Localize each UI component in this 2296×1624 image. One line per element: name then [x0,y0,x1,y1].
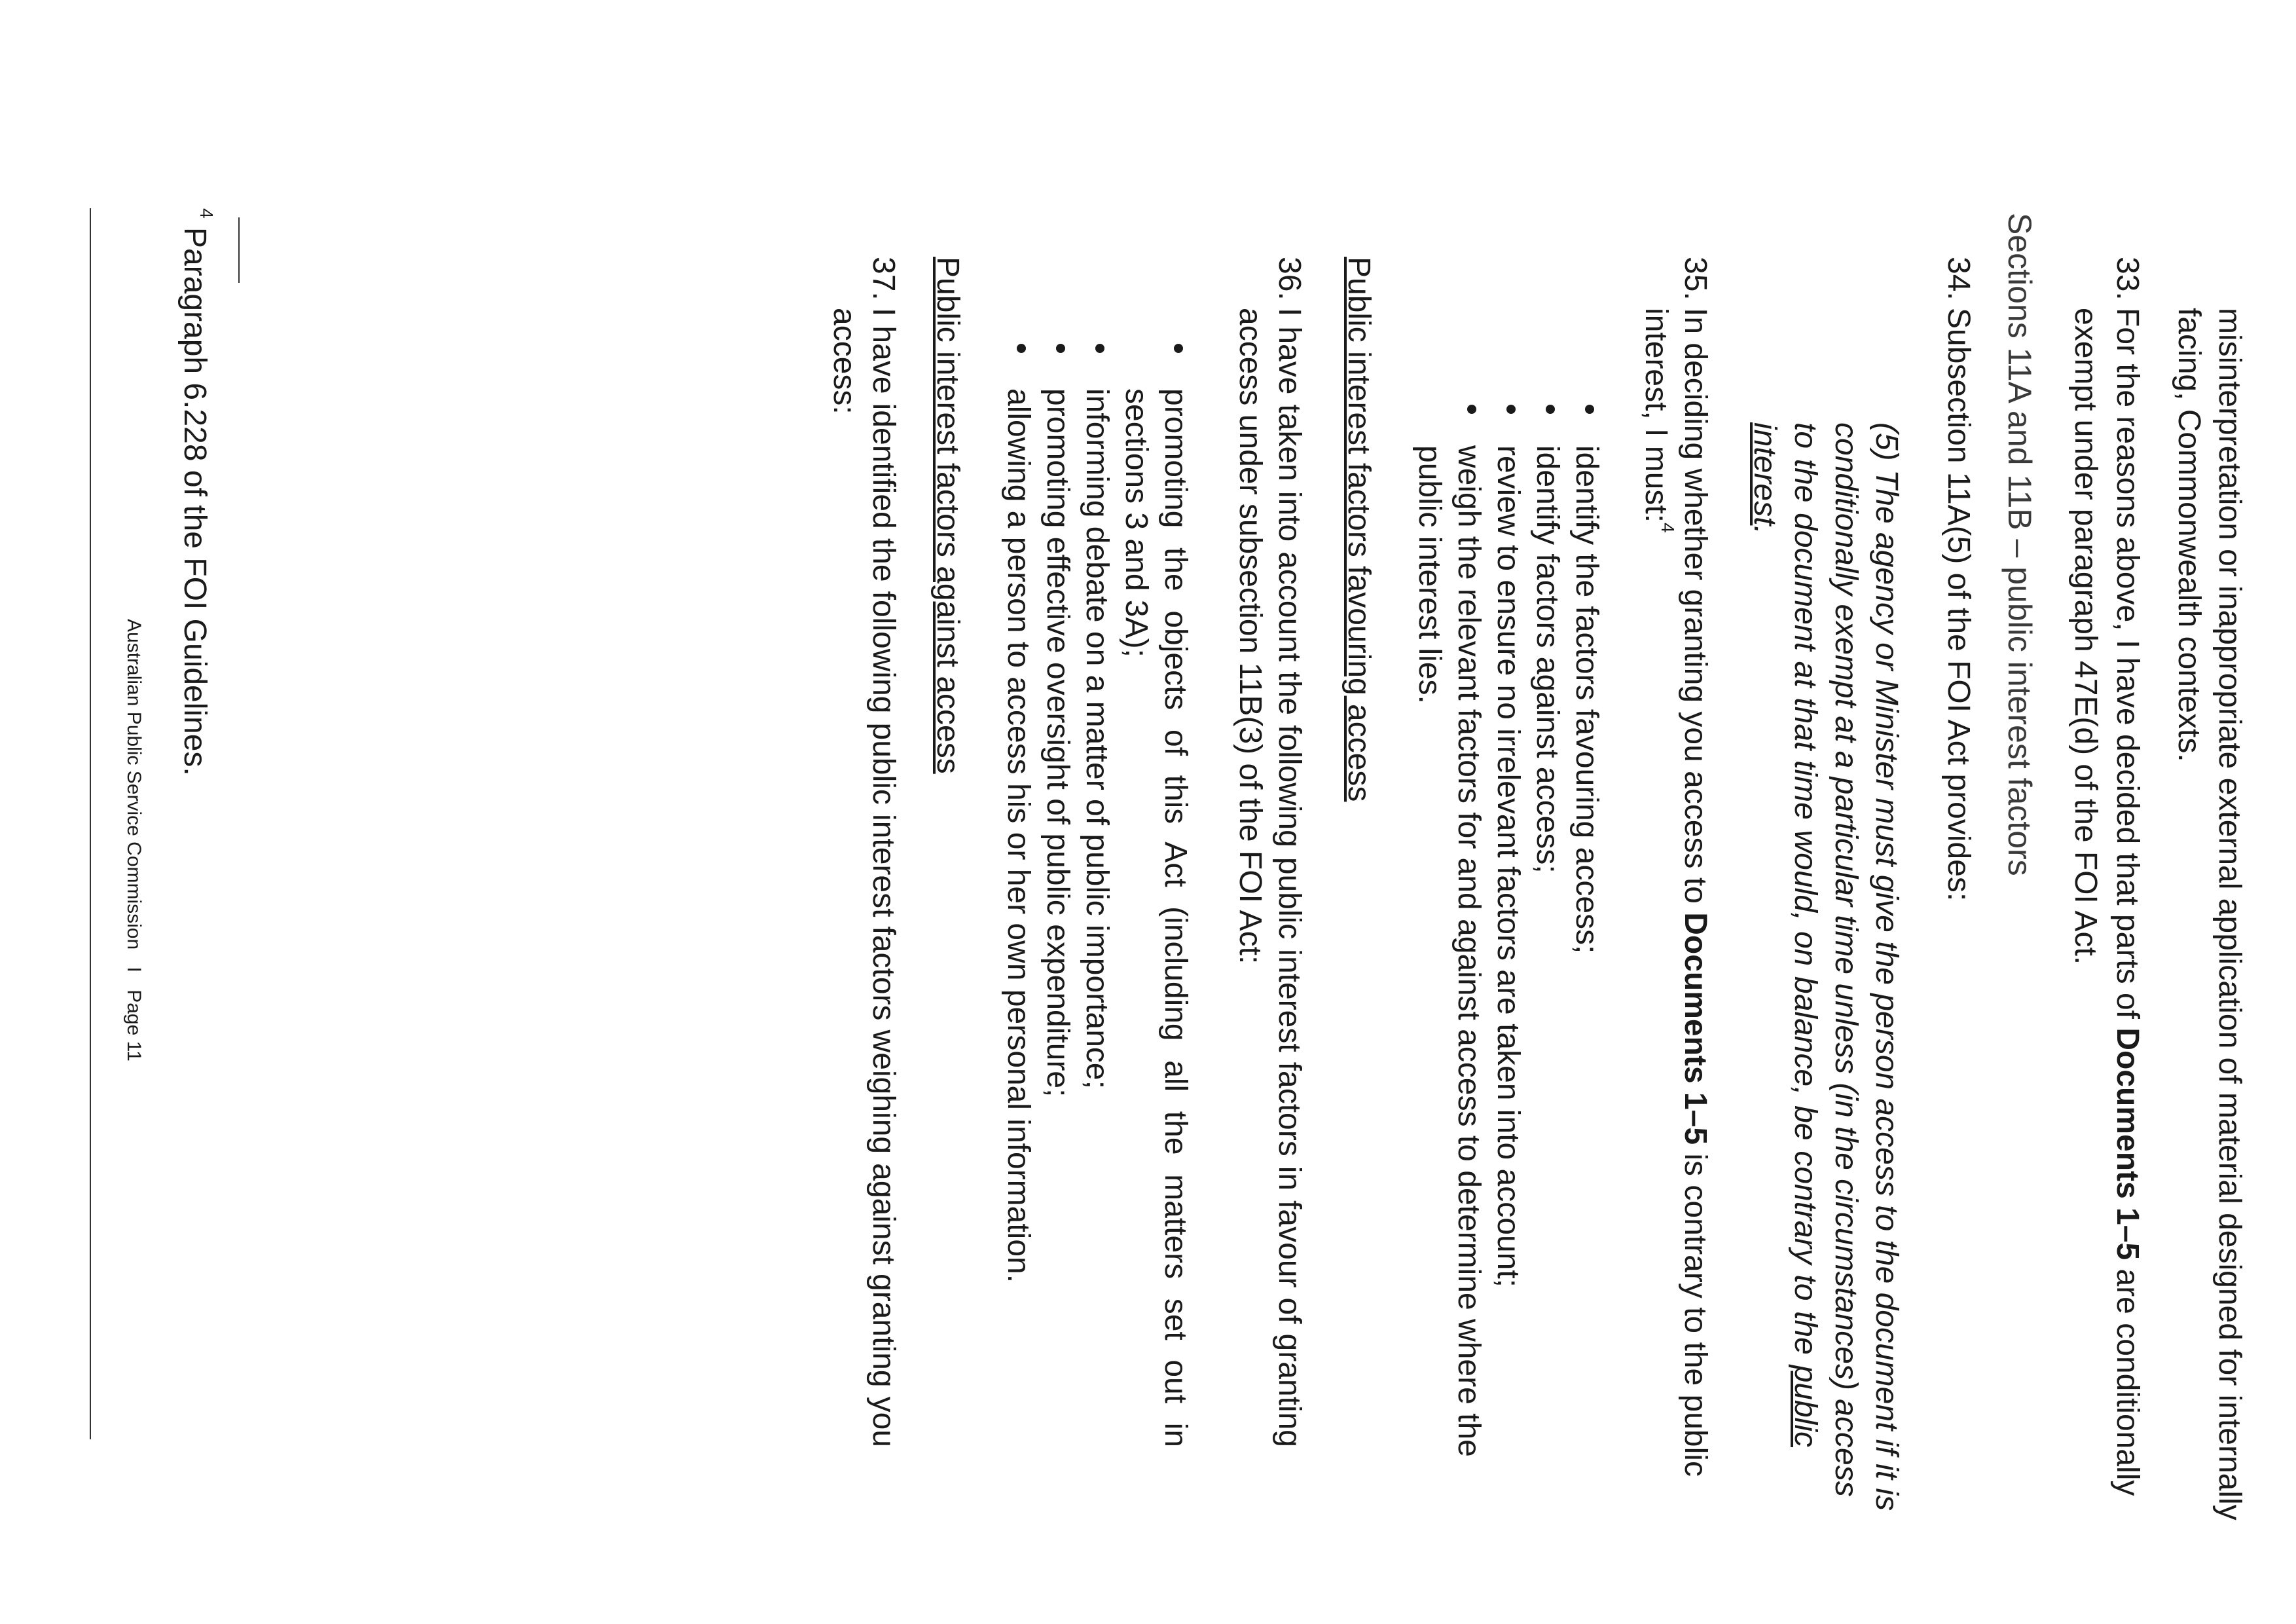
section-heading: Sections 11A and 11B – public interest factors [2001,213,2038,876]
continuation-line-2: facing, Commonwealth contexts. [2172,308,2206,762]
favouring-list-item-3: promoting effective oversight of public expenditure; [1040,388,1075,1098]
quote-line-2: conditionally exempt at a particular time unless (in the circumstances) access [1829,422,1863,1497]
subheading-favouring-access: Public interest factors favouring access [1341,257,1376,802]
quote-line-4-end: . [1747,525,1782,534]
footnote [173,208,215,776]
para-35-line-2 [1635,308,1677,533]
footnote-text: Paragraph 6.228 of the FOI Guidelines. [177,227,212,776]
para-33-line-1 [2106,308,2148,1496]
footnote-separator-short [238,217,240,283]
para-35-line-2-text: interest, I must: [1639,308,1673,523]
footnote-number: 4 [196,208,217,219]
favouring-list-item-4: allowing a person to access his or her own personal information. [1001,388,1036,1283]
must-list-item-3: review to ensure no irrelevant factors are taken into account; [1491,445,1525,1288]
para-number-34: 34. [1941,257,1976,301]
bullet-dot [1506,405,1516,414]
must-list-item-1: identify the factors favouring access; [1569,445,1604,954]
para-number-33: 33. [2110,257,2145,301]
subheading-against-access: Public interest factors against access [930,257,965,774]
para-33-line-2: exempt under paragraph 47E(d) of the FOI Act. [2068,308,2103,965]
favouring-list-item-1: promoting the objects of this Act (including all the matters set out in [1158,388,1193,1447]
favouring-list-item-2: informing debate on a matter of public importance; [1080,388,1114,1089]
must-list-item-2: identify factors against access; [1530,445,1565,874]
bullet-dot [1546,405,1555,414]
footnote-ref-4: 4 [1658,523,1678,533]
must-list-item-4: weigh the relevant factors for and against access to determine where the [1451,445,1486,1457]
para-35-text-pre: In deciding whether granting you access to [1678,308,1713,913]
page-footer [122,619,145,1061]
para-33-text-pre: For the reasons above, I have decided that parts of [2110,308,2145,1028]
para-37-line-2: access: [827,308,862,415]
para-35-text-bold: Documents 1–5 [1678,912,1713,1145]
para-36-line-2: access under subsection 11B(3) of the FOI Act: [1233,308,1267,965]
para-35-line-1 [1674,308,1716,1477]
para-36-line-1: I have taken into account the following public interest factors in favour of granting [1272,308,1307,1447]
para-34-text: Subsection 11A(5) of the FOI Act provides: [1941,308,1976,902]
bullet-dot [1017,344,1026,353]
para-33-text-post: are conditionally [2110,1260,2145,1496]
bullet-dot [1174,344,1183,353]
footer-page-number: Page 11 [123,989,145,1061]
quote-interest-underlined: interest [1747,422,1782,526]
quote-line-3 [1784,422,1826,1447]
footer-organisation: Australian Public Service Commission [123,619,145,950]
footer-separator: I [123,967,145,972]
quote-line-4 [1743,422,1785,534]
bullet-dot [1467,405,1476,414]
footer-rule [90,208,91,1439]
para-number-37: 37. [866,257,901,301]
quote-public-underlined: public [1788,1365,1823,1447]
bullet-dot [1095,344,1104,353]
para-number-36: 36. [1272,257,1307,301]
para-number-35: 35. [1678,257,1713,301]
bullet-dot [1056,344,1065,353]
must-list-item-4-cont: public interest lies. [1412,445,1447,704]
bullet-dot [1585,405,1594,414]
quote-line-1: (5) The agency or Minister must give the person access to the document if it is [1869,422,1904,1511]
para-33-text-bold: Documents 1–5 [2110,1027,2145,1261]
favouring-list-item-1-cont: sections 3 and 3A); [1119,388,1154,657]
para-37-line-1: I have identified the following public interest factors weighing against granting you [866,308,901,1447]
para-35-text-post: is contrary to the public [1678,1145,1713,1477]
quote-line-3-text: to the document at that time would, on balance, be contrary to the [1788,422,1823,1365]
continuation-line-1: misinterpretation or inappropriate external application of material designed for internally [2212,308,2247,1521]
